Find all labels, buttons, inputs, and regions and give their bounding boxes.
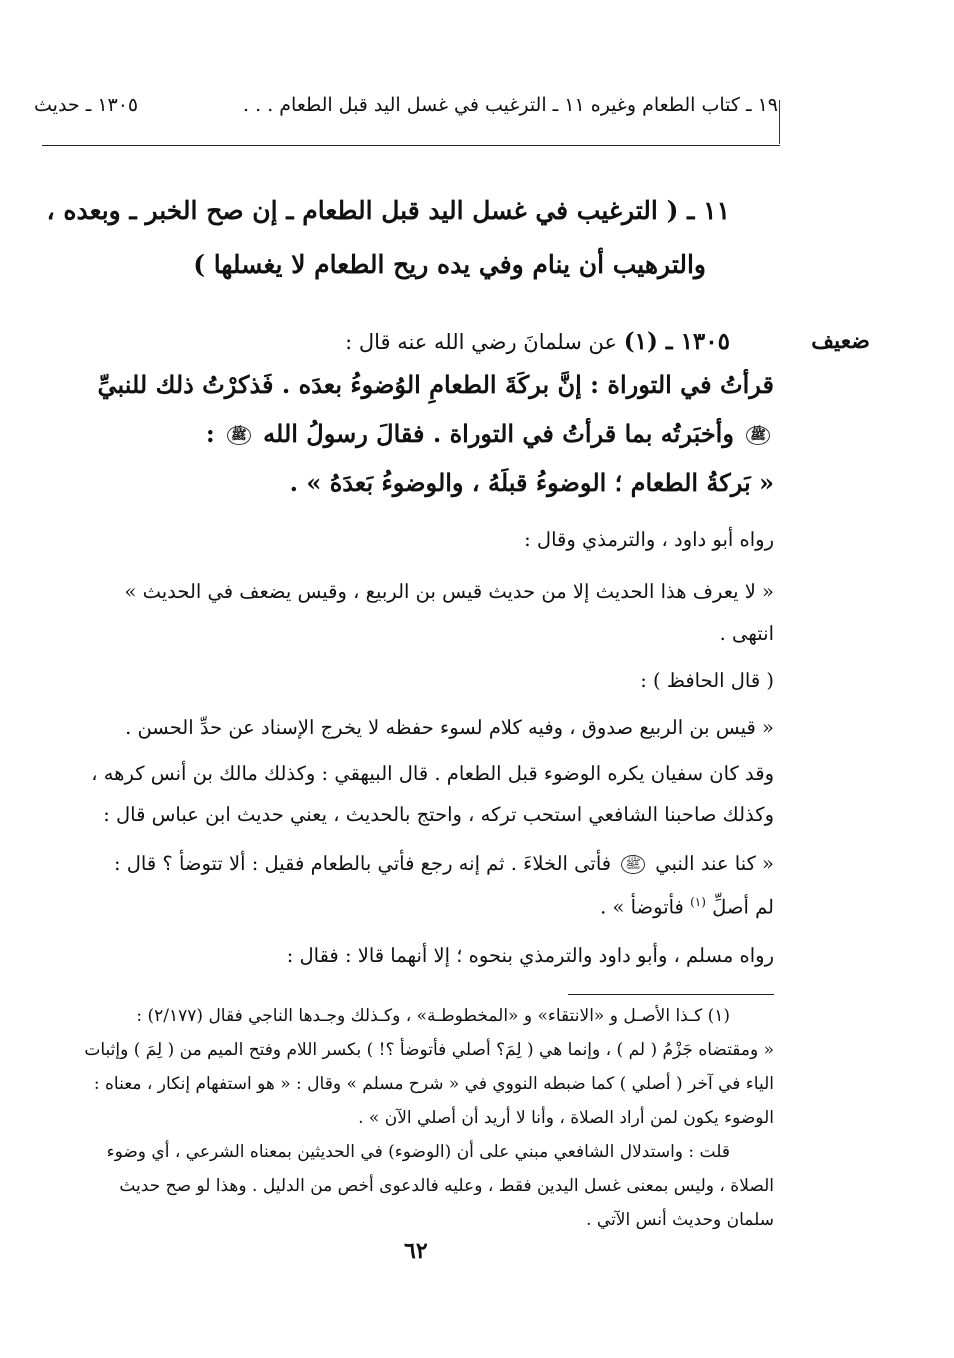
quote-end: انتهى . xyxy=(719,622,774,645)
running-header-hadith-number: ١٣٠٥ ـ حديث xyxy=(34,94,139,116)
footnote-line-4: الوضوء يكون لمن أراد الصلاة ، وأنا لا أريد أن أصلي الآن » . xyxy=(358,1108,774,1128)
page-number: ٦٢ xyxy=(404,1238,428,1264)
header-divider-tick xyxy=(779,100,780,144)
hadith-matn-line-3: « بَركةُ الطعام ؛ الوضوءُ قبلَهُ ، والوضوءُ بَعدَهُ » . xyxy=(289,468,774,497)
footnote-line-6: الصلاة ، وليس بمعنى غسل اليدين فقط ، وعليه فالدعوى أخص من الدليل . وهذا لو صح حديث xyxy=(119,1176,774,1196)
takhrij-line-2: رواه مسلم ، وأبو داود والترمذي بنحوه ؛ إلا أنهما قالا : فقال : xyxy=(286,944,774,967)
hadith-matn-line-1: قرأتُ في التوراة : إنَّ بركَةَ الطعامِ الوُضوءُ بعدَه . فَذكرْتُ ذلك للنبيِّ xyxy=(97,370,774,399)
chapter-title-line-2: والترهيب أن ينام وفي يده ريح الطعام لا يغسلها ) xyxy=(193,250,706,279)
footnote-line-3: الياء في آخر ( أصلي ) كما ضبطه النووي في « شرح مسلم » وقال : « هو استفهام إنكار ، معناه : xyxy=(93,1074,774,1094)
hadith-heading xyxy=(345,328,730,355)
running-header-chapter: ١٩ ـ كتاب الطعام وغيره ١١ ـ الترغيب في غسل اليد قبل الطعام . . . xyxy=(243,94,778,116)
salawat-icon: ﷺ xyxy=(227,426,251,445)
footnote-line-5: قلت : واستدلال الشافعي مبني على أن (الوضوء) في الحديثين بمعناه الشرعي ، أي وضوء xyxy=(106,1142,730,1162)
hadith-number: ١٣٠٥ ـ (١) xyxy=(623,328,730,355)
ibn-abbas-quote-line-2: لم أصلِّ $^{(١)}$ فأتوضأ » . xyxy=(600,895,774,919)
hadith-narrator: عن سلمانَ رضي الله عنه قال : xyxy=(345,330,617,354)
hadith-matn-line-2: ﷺ وأخبَرتُه بما قرأتُ في التوراة . فقالَ رسولُ الله ﷺ : xyxy=(206,419,774,448)
footnote-line-1: (١) كـذا الأصـل و «الانتقاء» و «المخطوطـة» ، وكـذلك وجـدها الناجي فقال (٢/١٧٧) : xyxy=(136,1006,730,1026)
ibn-abbas-quote-line-1: « كنا عند النبي ﷺ فأتى الخلاءَ . ثم إنه رجع فأتي بالطعام فقيل : ألا تتوضأ ؟ قال : xyxy=(114,852,774,875)
takhrij-line: رواه أبو داود ، والترمذي وقال : xyxy=(524,528,774,551)
header-rule xyxy=(42,145,780,146)
salawat-icon: ﷺ xyxy=(746,426,770,445)
chapter-title-line-1: ١١ ـ ( الترغيب في غسل اليد قبل الطعام ـ إن صح الخبر ـ وبعده ، xyxy=(46,196,730,225)
salawat-icon: ﷺ xyxy=(621,855,645,874)
paragraph-line-1: وقد كان سفيان يكره الوضوء قبل الطعام . قال البيهقي : وكذلك مالك بن أنس كرهه ، xyxy=(91,762,774,785)
hafiz-quote: « قيس بن الربيع صدوق ، وفيه كلام لسوء حفظه لا يخرج الإسناد عن حدِّ الحسن . xyxy=(125,716,774,739)
hadith-grade: ضعيف xyxy=(811,328,870,354)
footnote-reference: (١) xyxy=(690,895,706,909)
footnote-line-7: سلمان وحديث أنس الآتي . xyxy=(586,1210,774,1230)
footnote-line-2: « ومقتضاه جَزْمُ ( لم ) ، وإنما هي ( لِمَ؟ أصلي فأتوضأ ؟! ) بكسر اللام وفتح الميم من ( لِمَ ) وإثبات xyxy=(84,1040,774,1060)
paragraph-line-2: وكذلك صاحبنا الشافعي استحب تركه ، واحتج بالحديث ، يعني حديث ابن عباس قال : xyxy=(103,803,774,826)
hafiz-heading: ( قال الحافظ ) : xyxy=(640,669,774,692)
tirmidhi-quote: « لا يعرف هذا الحديث إلا من حديث قيس بن الربيع ، وقيس يضعف في الحديث » xyxy=(124,580,774,603)
footnote-rule xyxy=(568,994,774,995)
